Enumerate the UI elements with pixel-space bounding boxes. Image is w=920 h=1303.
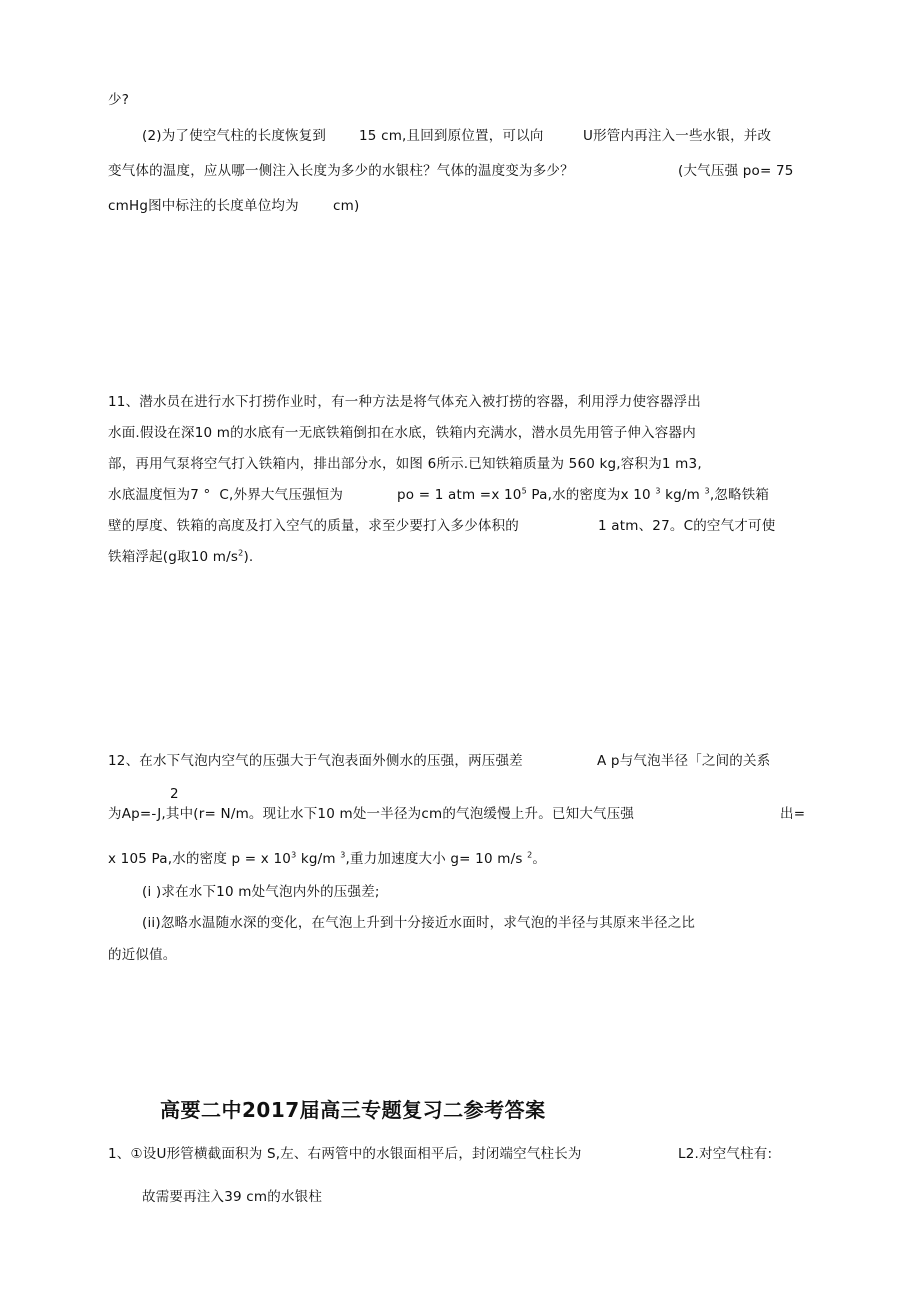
q10-line-2b: 15 cm,且回到原位置，可以向: [359, 128, 544, 144]
q11-line-6: 铁箱浮起(g取10 $m/s^2$).: [108, 548, 254, 565]
q12-line-5: (i )求在水下10 m处气泡内外的压强差;: [142, 884, 380, 900]
q11-line-4a: 水底温度恒为7 ° C,外界大气压强恒为: [108, 487, 344, 503]
q10-line-4a: cmHg图中标注的长度单位均为: [108, 198, 299, 214]
q11-line-3: 部，再用气泵将空气打入铁箱内，排出部分水，如图 6所示.已知铁箱质量为 560 kg,容积为1 m3,: [108, 456, 702, 472]
q11-line-5a: 壁的厚度、铁箱的高度及打入空气的质量，求至少要打入多少体积的: [108, 518, 519, 534]
answer-1a: 1、①设U形管横截面积为 S,左、右两管中的水银面相平后，封闭端空气柱长为: [108, 1146, 582, 1162]
q11-line-1: 11、潜水员在进行水下打捞作业时，有一种方法是将气体充入被打捞的容器，利用浮力使容器浮出: [108, 394, 701, 410]
q12-line-6: (ii)忽略水温随水深的变化，在气泡上升到十分接近水面时，求气泡的半径与其原来半径之比: [142, 915, 696, 931]
q12-line-4: x 105 Pa,水的密度 p = x $10^3$ kg/m $^3$,重力加速度大小 g= 10 m/s $^2$。: [108, 850, 547, 867]
q11-line-4b: po = 1 atm =x $10^5$ Pa,水的密度为x 10 $^3$ kg/m $^3$,忽略铁箱: [397, 486, 770, 503]
q12-line-1b: A p与气泡半径「之间的关系: [597, 753, 771, 769]
q10-line-2a: (2)为了使空气柱的长度恢复到: [142, 128, 327, 144]
q11-line-5b: 1 atm、27。C的空气才可使: [598, 518, 776, 534]
q12-line-7: 的近似值。: [108, 947, 177, 963]
q12-line-3b: 出=: [780, 806, 806, 822]
answer-1b: L2.对空气柱有:: [678, 1146, 773, 1162]
q10-line-2c: U形管内再注入一些水银，并改: [583, 128, 772, 144]
q12-line-3a: 为Ap=-J,其中(r= N/m。现让水下10 m处一半径为cm的气泡缓慢上升。已知大气压强: [108, 806, 635, 822]
answers-title: 高要二中2017届高三专题复习二参考答案: [160, 1098, 546, 1122]
q12-line-2: 2: [170, 786, 179, 802]
q10-line-3b: (大气压强 po= 75: [678, 163, 794, 179]
q10-line-4b: cm): [333, 198, 360, 214]
q12-line-1a: 12、在水下气泡内空气的压强大于气泡表面外侧水的压强，两压强差: [108, 753, 523, 769]
q10-line-1: 少?: [108, 92, 130, 108]
answer-2: 故需要再注入39 cm的水银柱: [142, 1189, 323, 1205]
q11-line-2: 水面.假设在深10 m的水底有一无底铁箱倒扣在水底，铁箱内充满水，潜水员先用管子伸入容器内: [108, 425, 696, 441]
q10-line-3a: 变气体的温度，应从哪一侧注入长度为多少的水银柱？气体的温度变为多少？: [108, 163, 574, 179]
